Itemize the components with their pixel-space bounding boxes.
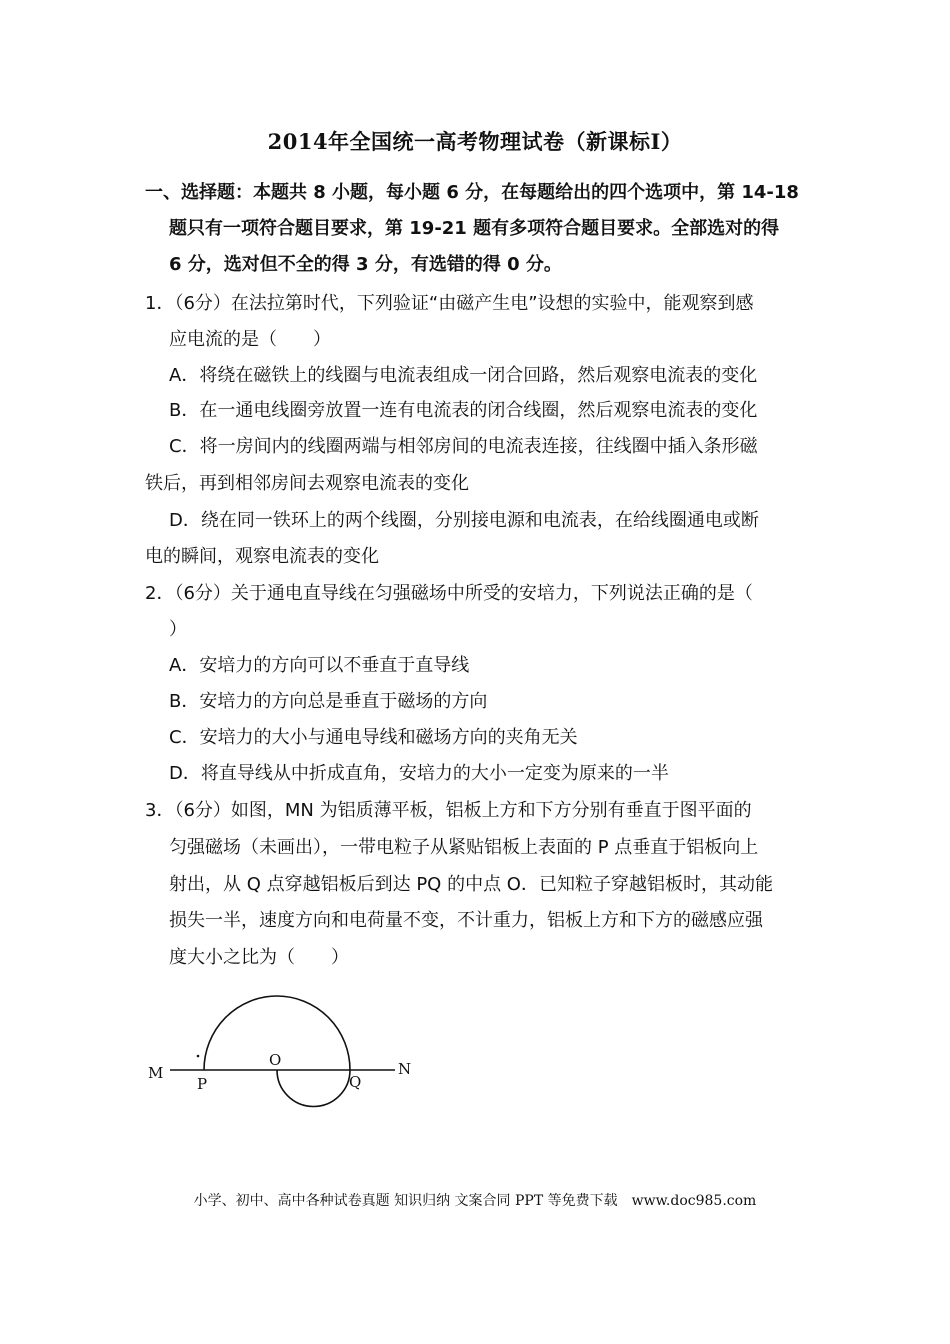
label-q: Q xyxy=(349,1073,362,1091)
q1-option-d-line-2: 电的瞬间，观察电流表的变化 xyxy=(145,546,379,567)
label-o: O xyxy=(269,1051,282,1069)
q3-stem-line-4: 损失一半，速度方向和电荷量不变，不计重力，铝板上方和下方的磁感应强 xyxy=(169,910,763,931)
q1-stem-line-1: 1．（6分）在法拉第时代，下列验证“由磁产生电”设想的实验中，能观察到感 xyxy=(145,293,754,314)
section-heading-line-3: 6 分，选对但不全的得 3 分，有选错的得 0 分。 xyxy=(169,254,562,275)
footer-text: 小学、初中、高中各种试卷真题 知识归纳 文案合同 PPT 等免费下载 www.doc985.com xyxy=(193,1193,757,1209)
q1-option-c-line-1: C．将一房间内的线圈两端与相邻房间的电流表连接，往线圈中插入条形磁 xyxy=(169,436,758,457)
q2-option-d: D．将直导线从中折成直角，安培力的大小一定变为原来的一半 xyxy=(169,763,669,784)
q2-option-c: C．安培力的大小与通电导线和磁场方向的夹角无关 xyxy=(169,727,578,748)
q2-stem-line-2: ） xyxy=(169,619,187,640)
label-n: N xyxy=(398,1060,412,1078)
point-p-dot xyxy=(197,1055,200,1058)
q2-option-a: A．安培力的方向可以不垂直于直导线 xyxy=(169,655,470,676)
q3-figure xyxy=(140,988,430,1113)
q1-stem-line-2: 应电流的是（ ） xyxy=(169,329,331,350)
q3-stem-line-2: 匀强磁场（未画出），一带电粒子从紧贴铝板上表面的 P 点垂直于铝板向上 xyxy=(169,837,759,858)
q1-option-d-line-1: D．绕在同一铁环上的两个线圈，分别接电源和电流表，在给线圈通电或断 xyxy=(169,510,759,531)
section-heading-line-2: 题只有一项符合题目要求，第 19-21 题有多项符合题目要求。全部选对的得 xyxy=(169,218,780,239)
q3-stem-line-1: 3．（6分）如图，MN 为铝质薄平板，铝板上方和下方分别有垂直于图平面的 xyxy=(145,800,752,821)
section-heading-line-1: 一、选择题：本题共 8 小题，每小题 6 分，在每题给出的四个选项中，第 14-18 xyxy=(145,182,799,203)
q2-option-b: B．安培力的方向总是垂直于磁场的方向 xyxy=(169,691,488,712)
page-title: 2014年全国统一高考物理试卷（新课标I） xyxy=(267,129,683,154)
label-p: P xyxy=(197,1075,208,1093)
q3-stem-line-3: 射出，从 Q 点穿越铝板后到达 PQ 的中点 O．已知粒子穿越铝板时，其动能 xyxy=(169,874,773,895)
q1-option-b: B．在一通电线圈旁放置一连有电流表的闭合线圈，然后观察电流表的变化 xyxy=(169,400,758,421)
q1-option-c-line-2: 铁后，再到相邻房间去观察电流表的变化 xyxy=(145,473,469,494)
lower-trajectory-arc xyxy=(277,1070,350,1107)
label-m: M xyxy=(148,1064,164,1082)
q2-stem-line-1: 2．（6分）关于通电直导线在匀强磁场中所受的安培力，下列说法正确的是（ xyxy=(145,583,753,604)
q1-option-a: A．将绕在磁铁上的线圈与电流表组成一闭合回路，然后观察电流表的变化 xyxy=(169,365,758,386)
q3-stem-line-5: 度大小之比为（ ） xyxy=(169,947,349,968)
